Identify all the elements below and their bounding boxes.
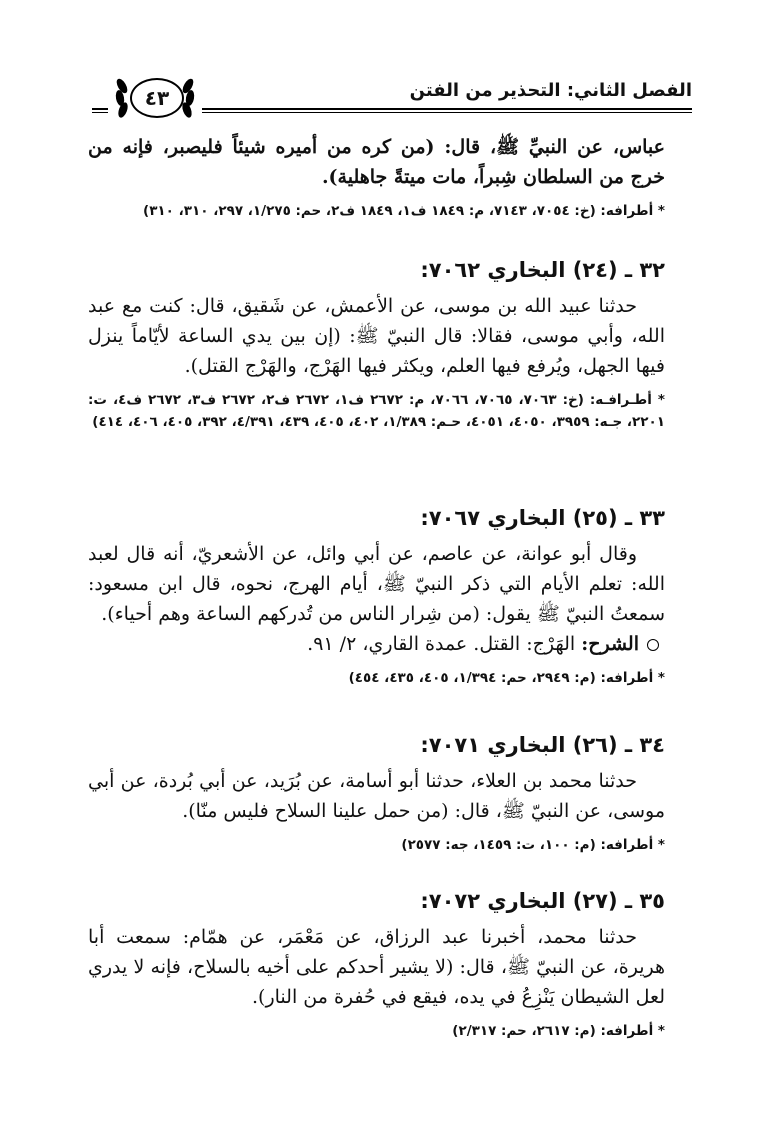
running-title: الفصل الثاني: التحذير من الفتن [409, 80, 692, 101]
hadith-text: حدثنا عبيد الله بن موسى، عن الأعمش، عن شَقيق، قال: كنت مع عبد الله، وأبي موسى، فقالا: قال النبيّ ﷺ: (إن بين يدي الساعة لأيّاماً ينزل فيها الجهل، ويُرفع فيها العلم، ويكثر فيها الهَرْج، والهَرْج القتل). [88, 295, 665, 377]
text-block-continuation [88, 132, 665, 222]
hadith-heading: ٣٤ ـ (٢٦) البخاري ٧٠٧١: [420, 733, 665, 757]
hadith-text: حدثنا محمد، أخبرنا عبد الرزاق، عن مَعْمَر، عن همّام: سمعت أبا هريرة، عن النبيّ ﷺ، قال: (لا يشير أحدكم على أخيه بالسلاح، فإنه لا يدري لعل الشيطان يَنْزِعُ في يده، فيقع في حُفرة من النار). [88, 926, 665, 1008]
hadith-references: * أطرافه: (م: ٢٩٤٩، حم: ١/٣٩٤، ٤٠٥، ٤٣٥، ٤٥٤) [348, 670, 665, 686]
header-rule [202, 108, 692, 110]
header-rule-thin [202, 112, 692, 113]
hadith-references: * أطرافه: (م: ١٠٠، ت: ١٤٥٩، جه: ٢٥٧٧) [401, 837, 665, 853]
hadith-text: حدثنا محمد بن العلاء، حدثنا أبو أسامة، عن بُرَيد، عن أبي بُردة، عن أبي موسى، عن النبيّ ﷺ، قال: (من حمل علينا السلاح فليس منّا). [88, 770, 665, 822]
hadith-references: * أطـرافـه: (خ: ٧٠٦٣، ٧٠٦٥، ٧٠٦٦، م: ٢٦٧٢ ف١، ٢٦٧٢ ف٢، ٢٦٧٢ ف٣، ٢٦٧٢ ف٤، ت: ٢٢٠١، جـه: ٣٩٥٩، ٤٠٥٠، ٤٠٥١، حـم: ١/٣٨٩، ٤٠٢، ٤٠٥، ٤٣٩، ٤/٣٩١، ٣٩٢، ٤٠٥، ٤٠٦، ٤١٤) [88, 392, 665, 430]
hadith-text: وقال أبو عوانة، عن عاصم، عن أبي وائل، عن الأشعريّ، أنه قال لعبد الله: تعلم الأيام التي ذكر النبيّ ﷺ، أيام الهرج، نحوه، قال ابن مسعود: سمعتُ النبيّ ﷺ يقول: (من شِرار الناس من تُدركهم الساعة وهم أحياء). [88, 543, 665, 625]
sharh-line [88, 629, 665, 659]
left-rule-thin [92, 112, 108, 113]
hadith-heading: ٣٣ ـ (٢٥) البخاري ٧٠٦٧: [420, 506, 665, 530]
sharh-label: الشرح: [581, 633, 639, 655]
hadith-32 [88, 255, 665, 433]
hadith-references: * أطرافه: (م: ٢٦١٧، حم: ٢/٣١٧) [452, 1023, 665, 1039]
hadith-33 [88, 503, 665, 689]
hadith-heading: ٣٢ ـ (٢٤) البخاري ٧٠٦٢: [420, 258, 665, 282]
circle-bullet-icon [647, 639, 659, 651]
hadith-34 [88, 730, 665, 856]
hadith-text: عباس، عن النبيِّ ﷺ، قال: (من كره من أميره شيئاً فليصبر، فإنه من خرج من السلطان شِبراً، مات ميتةً جاهلية). [88, 136, 665, 188]
left-rule [92, 108, 108, 110]
hadith-heading: ٣٥ ـ (٢٧) البخاري ٧٠٧٢: [420, 889, 665, 913]
page-number: ٤٣ [130, 78, 184, 118]
sharh-text: الهَرْج: القتل. عمدة القاري، ٢/ ٩١. [307, 633, 576, 655]
hadith-35 [88, 886, 665, 1042]
hadith-references: * أطرافه: (خ: ٧٠٥٤، ٧١٤٣، م: ١٨٤٩ ف١، ١٨٤٩ ف٢، حم: ١/٢٧٥، ٢٩٧، ٣١٠، ٣١٠) [143, 203, 665, 219]
page-number-ornament [110, 72, 200, 122]
page-header [92, 72, 692, 122]
